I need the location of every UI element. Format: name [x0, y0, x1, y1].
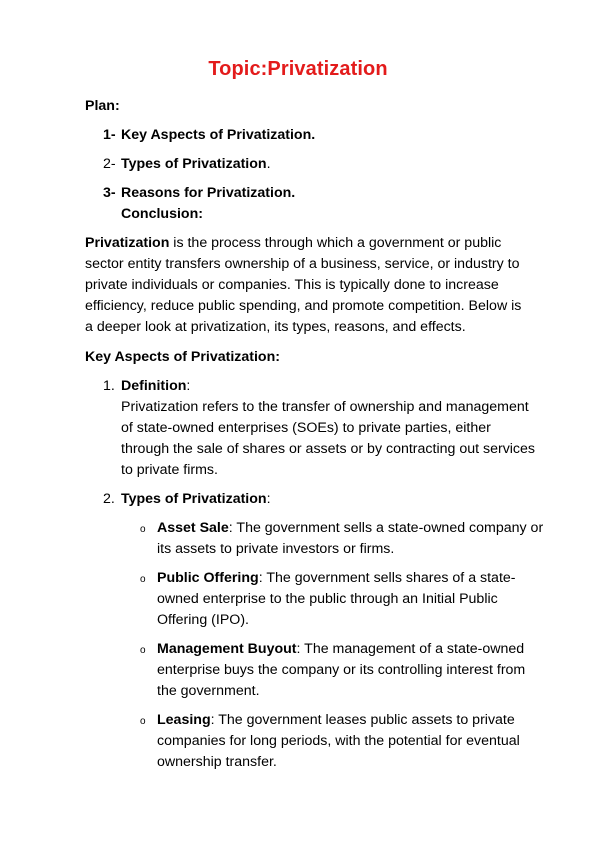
- key-aspects-heading: Key Aspects of Privatization:: [85, 349, 280, 365]
- asset-sale-line-1: [157, 518, 543, 539]
- plan-heading: Plan:: [85, 98, 120, 114]
- intro-line-4: efficiency, reduce public spending, and promote competition. Below is: [85, 298, 522, 314]
- intro-line-5: a deeper look at privatization, its types, reasons, and effects.: [85, 319, 466, 335]
- management-buyout-line-1: [157, 639, 524, 660]
- plan-item-1-label: Key Aspects of Privatization.: [121, 127, 316, 143]
- plan-item-2-label: Types of Privatization: [121, 156, 267, 172]
- definition-colon: :: [186, 378, 191, 394]
- bullet-public-offering: o: [140, 574, 146, 585]
- plan-item-1-number: 1-: [103, 127, 116, 143]
- intro-line-1: [85, 233, 501, 254]
- management-buyout-line-3: the government.: [157, 683, 260, 699]
- document-title: Topic:Privatization: [208, 58, 388, 80]
- intro-line-2: sector entity transfers ownership of a business, service, or industry to: [85, 256, 520, 272]
- plan-item-2-number: 2-: [103, 156, 116, 172]
- bullet-management-buyout: o: [140, 645, 146, 656]
- plan-item-3-label: Reasons for Privatization.: [121, 185, 296, 201]
- types-colon: :: [266, 491, 271, 507]
- bullet-asset-sale: o: [140, 524, 146, 535]
- management-buyout-line-1-text: : The management of a state-owned: [296, 641, 525, 657]
- public-offering-term: Public Offering: [157, 570, 259, 586]
- public-offering-line-1-text: : The government sells shares of a state-: [258, 570, 516, 586]
- asset-sale-term: Asset Sale: [157, 520, 229, 536]
- leasing-term: Leasing: [157, 712, 211, 728]
- asset-sale-line-2: its assets to private investors or firms.: [157, 541, 395, 557]
- public-offering-line-2: owned enterprise to the public through an Initial Public: [157, 591, 498, 607]
- types-number: 2.: [103, 491, 115, 507]
- bullet-leasing: o: [140, 716, 146, 727]
- leasing-line-3: ownership transfer.: [157, 754, 277, 770]
- definition-label: Definition: [121, 378, 187, 394]
- management-buyout-term: Management Buyout: [157, 641, 297, 657]
- definition-line-2: of state-owned enterprises (SOEs) to private parties, either: [121, 420, 491, 436]
- management-buyout-line-2: enterprise buys the company or its controlling interest from: [157, 662, 526, 678]
- plan-item-2: [121, 154, 271, 175]
- asset-sale-line-1-text: : The government sells a state-owned company or: [228, 520, 544, 536]
- definition-heading: [121, 376, 190, 397]
- definition-line-1: Privatization refers to the transfer of ownership and management: [121, 399, 529, 415]
- types-label: Types of Privatization: [121, 491, 267, 507]
- leasing-line-1: [157, 710, 515, 731]
- leasing-line-1-text: : The government leases public assets to private: [210, 712, 515, 728]
- types-heading: [121, 489, 271, 510]
- plan-item-3-number: 3-: [103, 185, 116, 201]
- plan-conclusion: Conclusion:: [121, 206, 203, 222]
- definition-line-3: through the sale of shares or assets or by contracting out services: [121, 441, 536, 457]
- intro-line-1-text: is the process through which a government or public: [169, 235, 502, 251]
- intro-line-3: private individuals or companies. This is typically done to increase: [85, 277, 499, 293]
- leasing-line-2: companies for long periods, with the potential for eventual: [157, 733, 520, 749]
- public-offering-line-1: [157, 568, 516, 589]
- intro-term: Privatization: [85, 235, 170, 251]
- public-offering-line-3: Offering (IPO).: [157, 612, 249, 628]
- definition-number: 1.: [103, 378, 115, 394]
- definition-line-4: to private firms.: [121, 462, 218, 478]
- plan-item-2-suffix: .: [266, 156, 271, 172]
